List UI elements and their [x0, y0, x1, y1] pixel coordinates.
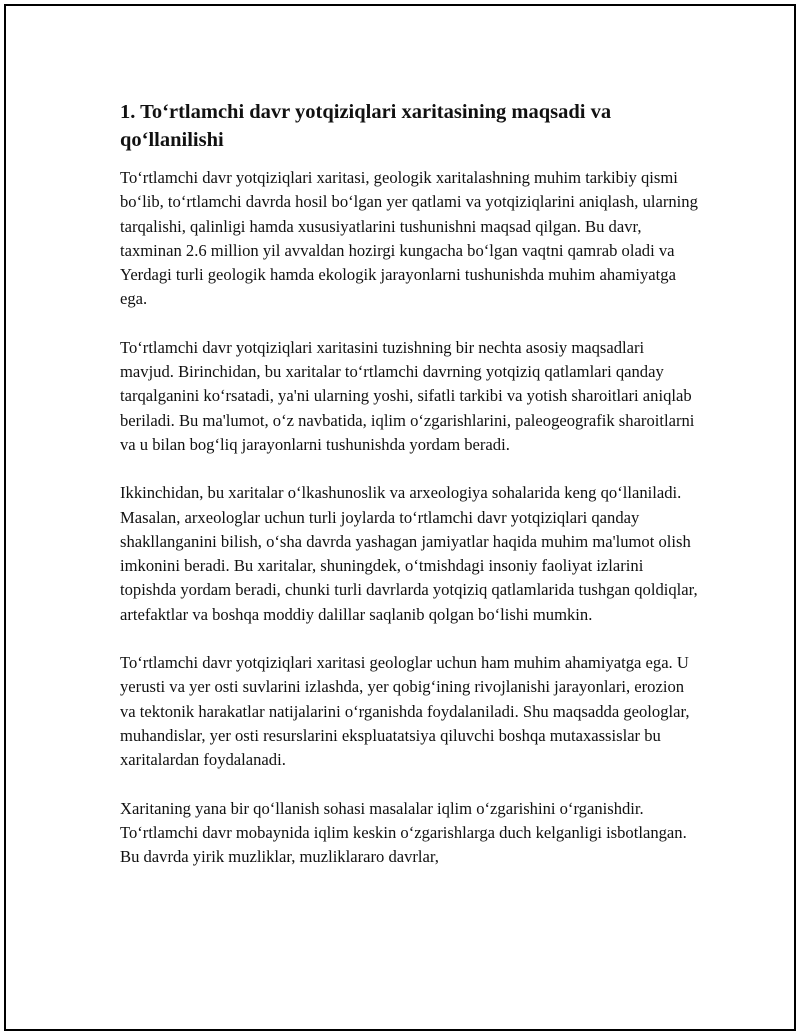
paragraph-5: Xaritaning yana bir qo‘llanish sohasi masalalar iqlim o‘zgarishini o‘rganishdir. To‘rtlamchi davr mobaynida iqlim keskin o‘zgarishlarga duch kelganligi isbotlangan. Bu davrda yirik muzliklar, muzliklararo davrlar, — [120, 798, 687, 867]
paragraph-1: To‘rtlamchi davr yotqiziqlari xaritasi, geologik xaritalashning muhim tarkibiy qismi bo‘lib, to‘rtlamchi davrda hosil bo‘lgan yer qatlami va yotqiziqlarini aniqlash, ularning tarqalishi, qalinligi hamda xususiyatlarini tushunishni maqsad qilgan. Bu davr, taxminan 2.6 million yil avvaldan hozirgi kungacha bo‘lgan vaqtni qamrab oladi va Yerdagi turli geologik hamda ekologik jarayonlarni tushunishda muhim ahamiyatga ega. — [120, 168, 698, 309]
page-frame — [4, 4, 796, 1031]
paragraph-2: To‘rtlamchi davr yotqiziqlari xaritasini tuzishning bir nechta asosiy maqsadlari mavjud. Birinchidan, bu xaritalar to‘rtlamchi davrning yotqiziq qatlamlari qanday tarqalganini ko‘rsatadi, ya'ni ularning yoshi, sifatli tarkibi va yotish sharoitlari aniqlab beriladi. Bu ma'lumot, o‘z navbatida, iqlim o‘zgarishlarini, paleogeografik sharoitlarni va u bilan bog‘liq jarayonlarni tushunishda yordam beradi. — [120, 337, 695, 454]
paragraph-3: Ikkinchidan, bu xaritalar o‘lkashunoslik va arxeologiya sohalarida keng qo‘llaniladi. Masalan, arxeologlar uchun turli joylarda to‘rtlamchi davr yotqiziqlari qanday shakllanganini bilish, o‘sha davrda yashagan jamiyatlar haqida muhim ma'lumot olish imkonini beradi. Bu xaritalar, shuningdek, o‘tmishdagi insoniy faoliyat izlarini topishda yordam beradi, chunki turli davrlarda yotqiziq qatlamlarida tushgan qoldiqlar, artefaktlar va boshqa moddiy dalillar saqlanib qolgan bo‘lishi mumkin. — [120, 483, 698, 624]
paragraph-4: To‘rtlamchi davr yotqiziqlari xaritasi geologlar uchun ham muhim ahamiyatga ega. U yerusti va yer osti suvlarini izlashda, yer qobig‘ining rivojlanishi jarayonlari, erozion va tektonik harakatlar natijalarini o‘rganishda foydalaniladi. Shu maqsadda geologlar, muhandislar, yer osti resurslarini ekspluatatsiya qiluvchi boshqa mutaxassislar bu xaritalardan foydalanadi. — [120, 653, 690, 770]
document-body — [120, 98, 700, 893]
section-heading: 1. To‘rtlamchi davr yotqiziqlari xaritasining maqsadi va qo‘llanilishi — [120, 101, 612, 151]
